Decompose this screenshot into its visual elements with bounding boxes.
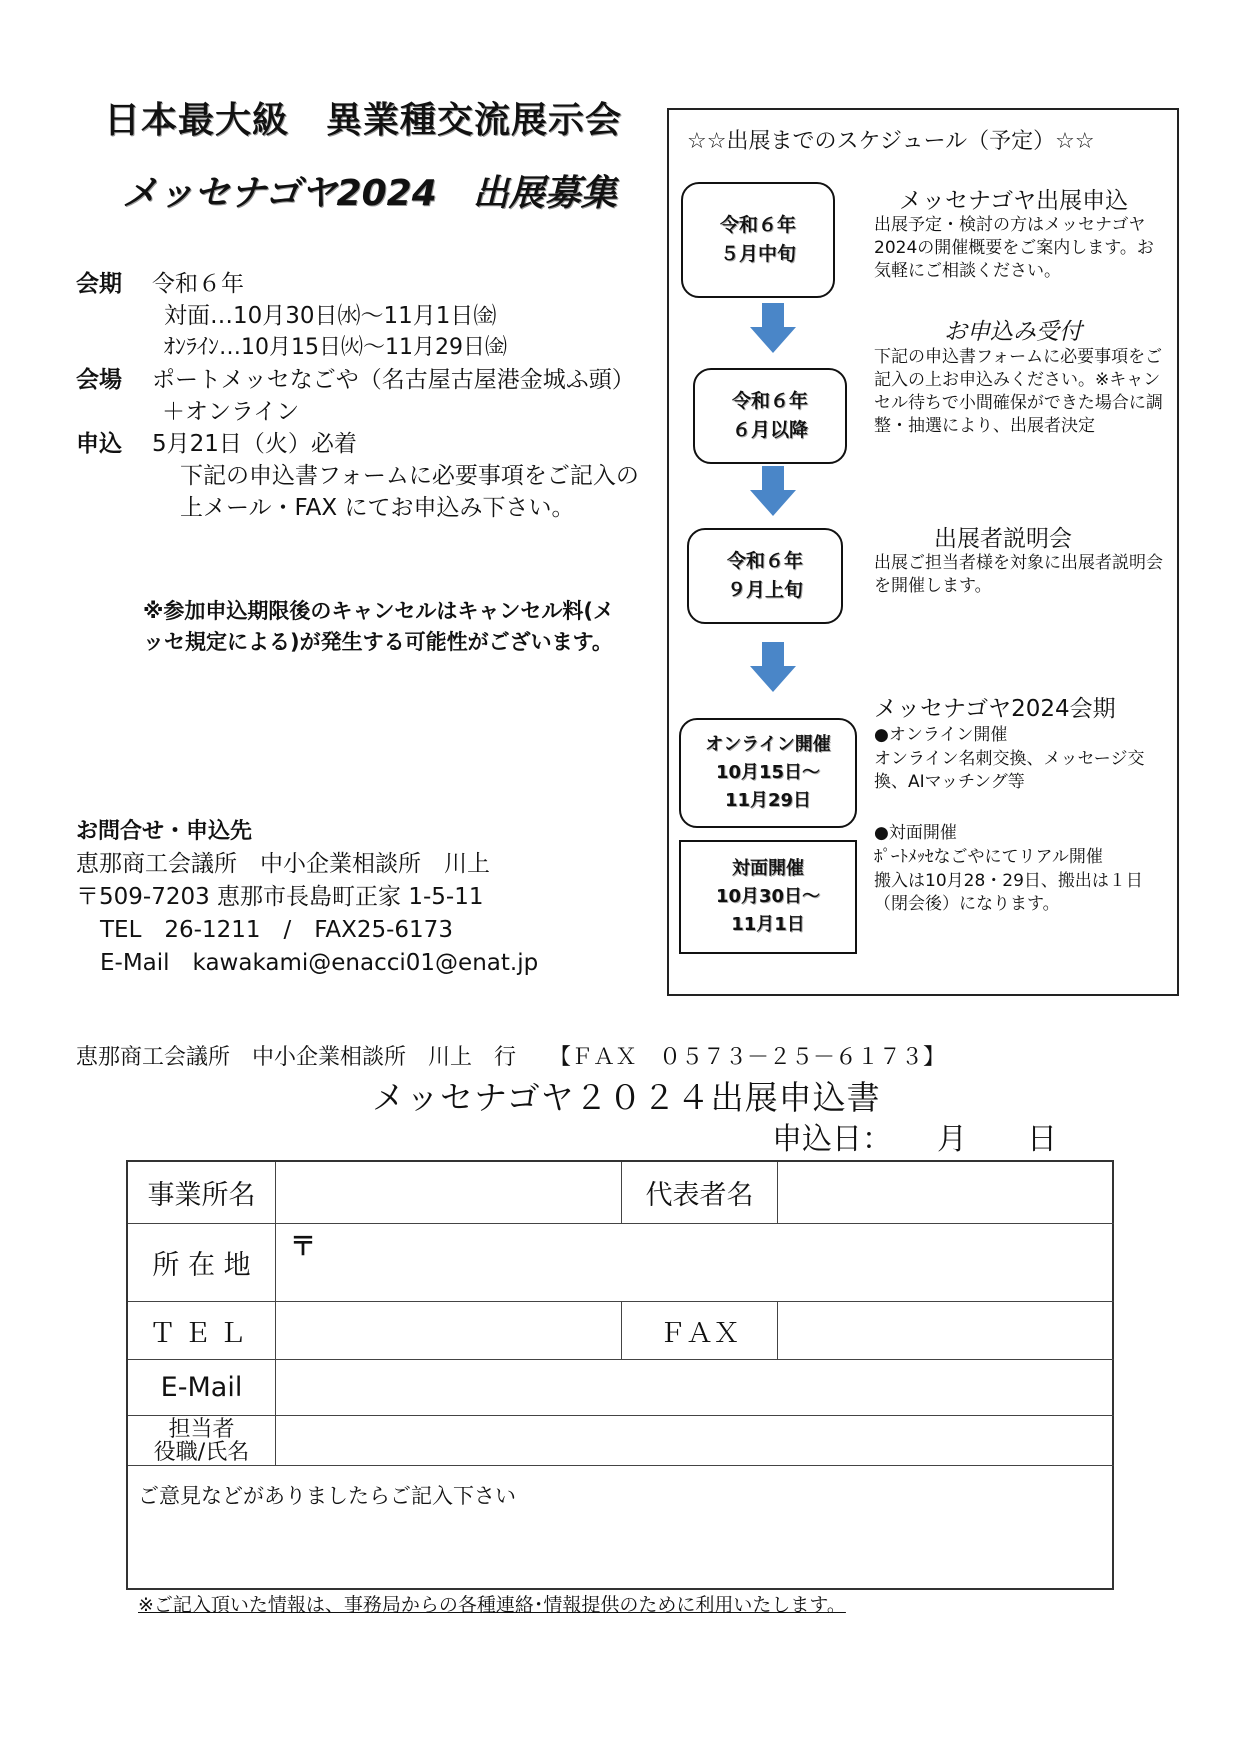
apply-value: 5月21日（火）必着	[152, 431, 357, 457]
representative-label: 代表者名	[622, 1162, 778, 1224]
postal-mark: 〒	[290, 1232, 317, 1262]
period-label: 会期	[76, 271, 122, 297]
contact-block	[76, 815, 538, 980]
cancel-note: ※参加申込期限後のキャンセルはキャンセル料(メッセ規定による)が発生する可能性がございます。	[143, 599, 615, 654]
schedule-date-2: 令和６年 ６月以降	[693, 368, 847, 464]
privacy-note: ※ご記入頂いた情報は、事務局からの各種連絡･情報提供のために利用いたします。	[138, 1594, 846, 1616]
venue-extra: ＋オンライン	[162, 399, 300, 425]
period-value: 令和６年	[152, 271, 244, 297]
down-arrow-icon	[750, 466, 796, 516]
apply-label: 申込	[76, 431, 122, 457]
person-label: 担当者 役職/氏名	[128, 1416, 276, 1466]
person-field[interactable]	[276, 1416, 1114, 1466]
period-face: 対面…10月30日㈬～11月1日㈮	[164, 303, 497, 329]
face-head: ●対面開催	[874, 823, 957, 843]
final-heading: メッセナゴヤ2024会期	[874, 696, 1116, 722]
fax-label: ＦＡＸ	[622, 1302, 778, 1360]
down-arrow-icon	[750, 303, 796, 353]
online-period-box: オンライン開催 10月15日～ 11月29日	[679, 718, 857, 828]
contact-heading: お問合せ・申込先	[76, 819, 253, 844]
venue-label: 会場	[76, 367, 122, 393]
fax-destination: 恵那商工会議所 中小企業相談所 川上 行 【ＦＡＸ ０５７３－２５－６１７３】	[76, 1045, 946, 1070]
face-text-2: 搬入は10月28・29日、搬出は１日（閉会後）になります。	[874, 871, 1143, 914]
venue-value: ポートメッセなごや（名古屋古屋港金城ふ頭）	[152, 367, 635, 393]
location-label: 所 在 地	[128, 1224, 276, 1302]
representative-field[interactable]	[778, 1162, 1114, 1224]
apply-detail: 下記の申込書フォームに必要事項をご記入の上メール・FAX にてお申込み下さい。	[180, 463, 639, 521]
comments-field[interactable]	[128, 1466, 1114, 1588]
event-info	[76, 268, 676, 524]
tel-label: ＴＥＬ	[128, 1302, 276, 1360]
contact-tel-fax: TEL 26-1211 / FAX25-6173	[100, 917, 453, 943]
location-field[interactable]	[276, 1224, 1114, 1302]
face-period-box: 対面開催 10月30日～ 11月1日	[679, 840, 857, 954]
apply-date: 申込日： 月 日	[772, 1122, 1057, 1157]
contact-address: 〒509-7203 恵那市長島町正家 1-5-11	[76, 884, 484, 910]
business-name-field[interactable]	[276, 1162, 622, 1224]
step-1-text: 出展予定・検討の方はメッセナゴヤ2024の開催概要をご案内します。お気軽にご相談ください。	[874, 215, 1154, 281]
period-online: ｵﾝﾗｲﾝ…10月15日㈫～11月29日㈮	[164, 335, 507, 360]
contact-email: E-Mail kawakami@enacci01@enat.jp	[100, 950, 539, 976]
comments-label: ご意見などがありましたらご記入下さい	[138, 1484, 516, 1508]
schedule-title: ☆☆出展までのスケジュール（予定）☆☆	[687, 129, 1095, 154]
schedule-panel	[667, 108, 1179, 996]
online-text: オンライン名刺交換、メッセージ交換、AIマッチング等	[874, 749, 1145, 792]
email-field[interactable]	[276, 1360, 1114, 1416]
schedule-date-1: 令和６年 ５月中旬	[681, 182, 835, 298]
online-head: ●オンライン開催	[874, 725, 1008, 745]
face-text-1: ﾎﾟｰﾄﾒｯｾなごやにてリアル開催	[874, 847, 1103, 867]
fax-field[interactable]	[778, 1302, 1114, 1360]
page-title: 日本最大級 異業種交流展示会	[104, 100, 623, 141]
down-arrow-icon	[750, 642, 796, 692]
contact-org: 恵那商工会議所 中小企業相談所 川上	[76, 851, 490, 877]
tel-field[interactable]	[276, 1302, 622, 1360]
application-form	[126, 1160, 1114, 1590]
step-3-heading: 出展者説明会	[934, 526, 1072, 552]
email-label: E-Mail	[128, 1360, 276, 1416]
step-2-text: 下記の申込書フォームに必要事項をご記入の上お申込みください。※キャンセル待ちで小間確保ができた場合に調整・抽選により、出展者決定	[874, 347, 1163, 436]
step-2-heading: お申込み受付	[944, 319, 1082, 345]
step-3-text: 出展ご担当者様を対象に出展者説明会を開催します。	[874, 553, 1163, 596]
business-name-label: 事業所名	[128, 1162, 276, 1224]
form-title: メッセナゴヤ２０２４出展申込書	[372, 1078, 881, 1117]
page-subtitle: メッセナゴヤ2024 出展募集	[122, 173, 617, 214]
schedule-date-3: 令和６年 ９月上旬	[687, 528, 843, 624]
step-1-heading: メッセナゴヤ出展申込	[899, 188, 1129, 214]
